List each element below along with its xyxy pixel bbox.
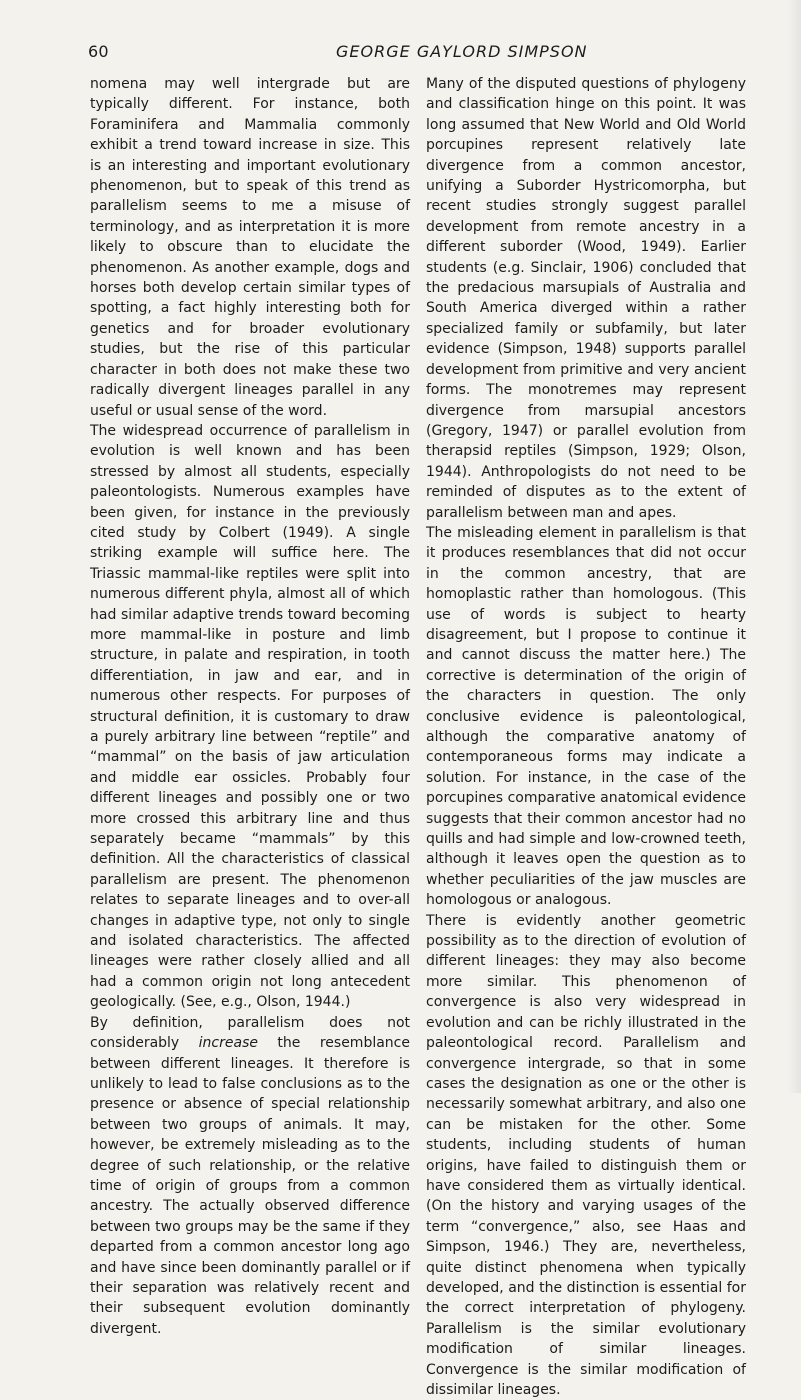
left-column	[90, 74, 410, 1339]
left-paragraph-3-start: By definition, parallelism does not considerably	[90, 1014, 410, 1052]
right-paragraph-3: There is evidently another geometric possibility as to the direction of evolution of different lineages: they may also become more similar. This phenomenon of convergence is also very widespread in evolution and can be richly illustrated in the paleontological record. Parallelism and convergence intergrade, so that in some cases the designation as one or the other is necessarily somewhat arbitrary, and also one can be mistaken for the other. Some students, including students of human origins, have failed to distinguish them or have considered them as virtually identical. (On the history and varying usages of the term “convergence,” also, see Haas and Simpson, 1946.) They are, nevertheless, quite distinct phenomena when typically developed, and the distinction is essential for the correct interpretation of phylogeny. Parallelism is the similar evolutionary modification of similar lineages. Convergence is the similar modification of dissimilar lineages.	[426, 912, 746, 1398]
left-paragraph-1: nomena may well intergrade but are typically different. For instance, both Foraminifera and Mammalia commonly exhibit a trend toward increase in size. This is an interesting and important evolutionary phenomenon, but to speak of this trend as parallelism seems to me a misuse of terminology, and as interpretation it is more likely to obscure than to elucidate the phenomenon. As another example, dogs and horses both develop certain similar types of spotting, a fact highly interesting both for genetics and for broader evolutionary studies, but the rise of this particular character in both does not make these two radically divergent lineages parallel in any useful or usual sense of the word.	[90, 76, 410, 419]
right-column	[426, 74, 746, 1400]
left-paragraph-3	[90, 1013, 410, 1340]
left-paragraph-2: The widespread occurrence of parallelism in evolution is well known and has been stressed by almost all students, especially paleontologists. Numerous examples have been given, for instance in the previously cited study by Colbert (1949). A single striking example will suffice here. The Triassic mammal-like reptiles were split into numerous different phyla, almost all of which had similar adaptive trends toward becoming more mammal-like in posture and limb structure, in palate and respiration, in tooth differentiation, in jaw and ear, and in numerous other respects. For purposes of structural definition, it is customary to draw a purely arbitrary line between “reptile” and “mammal” on the basis of jaw articulation and middle ear ossicles. Probably four different lineages and possibly one or two more crossed this arbitrary line and thus separately became “mammals” by this definition. All the characteristics of classical parallelism are present. The phenomenon relates to separate lineages and to over-all changes in adaptive type, not only to single and isolated characteristics. The affected lineages were rather closely allied and all had a common origin not long antecedent geologically. (See, e.g., Olson, 1944.)	[90, 422, 410, 1011]
page-edge-shadow	[787, 0, 801, 1093]
right-paragraph-2: The misleading element in parallelism is that it produces resemblances that did not occur in the common ancestry, that are homoplastic rather than homologous. (This use of words is subject to hearty disagreement, but I propose to continue it and cannot discuss the matter here.) The corrective is determination of the origin of the characters in question. The only conclusive evidence is paleontological, although the comparative anatomy of contemporaneous forms may indicate a solution. For instance, in the case of the porcupines comparative anatomical evidence suggests that their common ancestor had no quills and had simple and low-crowned teeth, although it leaves open the question as to whether peculiarities of the jaw muscles are homologous or analogous.	[426, 524, 746, 909]
left-paragraph-3-end: the resemblance between different lineages. It therefore is unlikely to lead to false conclusions as to the presence or absence of special relationship between two groups of animals. It may, however, be extremely misleading as to the degree of such relationship, or the relative time of origin of groups from a common ancestry. The actually observed difference between two groups may be the same if they departed from a common ancestor long ago and have since been dominantly parallel or if their separation was relatively recent and their subsequent evolution dominantly divergent.	[90, 1035, 410, 1337]
page-header	[88, 42, 738, 64]
page-number: 60	[88, 42, 109, 61]
left-paragraph-3-emphasis: increase	[198, 1035, 258, 1052]
right-paragraph-1: Many of the disputed questions of phylogeny and classification hinge on this point. It was long assumed that New World and Old World porcupines represent relatively late divergence from a common ancestor, unifying a Suborder Hystricomorpha, but recent studies strongly suggest parallel development from remote ancestry in a different suborder (Wood, 1949). Earlier students (e.g. Sinclair, 1906) concluded that the predacious marsupials of Australia and South America diverged within a rather specialized family or subfamily, but later evidence (Simpson, 1948) supports parallel development from primitive and very ancient forms. The monotremes may represent divergence from marsupial ancestors (Gregory, 1947) or parallel evolution from therapsid reptiles (Simpson, 1929; Olson, 1944). Anthropologists do not need to be reminded of disputes as to the extent of parallelism between man and apes.	[426, 76, 746, 521]
running-head: GEORGE GAYLORD SIMPSON	[336, 42, 588, 61]
